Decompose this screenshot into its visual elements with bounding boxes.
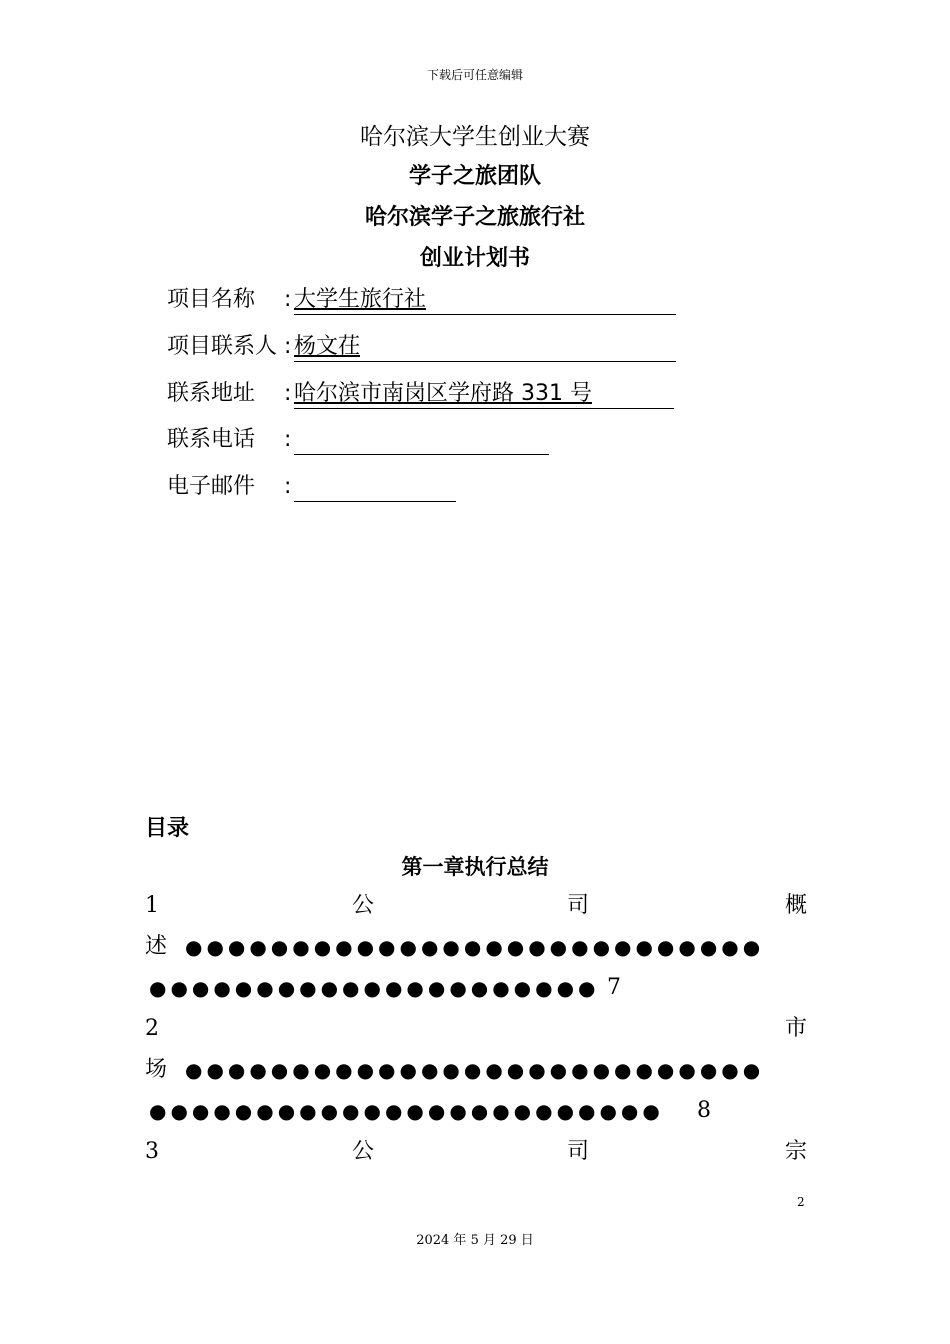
toc-chapter-heading: 第一章执行总结 bbox=[401, 855, 549, 879]
toc-entry-number: 2 bbox=[145, 1016, 159, 1041]
team-title: 学子之旅团队 bbox=[408, 164, 541, 189]
field-value bbox=[294, 471, 456, 502]
page-number: 2 bbox=[797, 1195, 805, 1209]
toc-entry-2-line2[interactable]: 场 ●●●●●●●●●●●●●●●●●●●●●●●●●●● bbox=[145, 1055, 807, 1085]
page-header: 下载后可任意编辑 bbox=[426, 68, 523, 82]
field-value bbox=[294, 424, 549, 455]
document-title: 创业计划书 bbox=[419, 246, 530, 271]
toc-leader-dots: ●●●●●●●●●●●●●●●●●●●●●●●●●●● bbox=[185, 1058, 765, 1082]
toc-entry-1-line1[interactable]: 1 公 司 概 bbox=[145, 891, 807, 921]
toc-entry-2-line3[interactable] bbox=[145, 1096, 807, 1126]
toc-title: 目录 bbox=[145, 816, 190, 841]
toc-entry-1-line3[interactable] bbox=[145, 973, 807, 1003]
field-project-name: 项目名称 : 大学生旅行社 bbox=[167, 284, 284, 316]
toc-entry-2-line1[interactable]: 2 市 bbox=[145, 1014, 807, 1044]
toc-leader-dots: ●●●●●●●●●●●●●●●●●●●●●●●● bbox=[149, 1099, 664, 1123]
field-email: 电子邮件 : bbox=[167, 471, 284, 503]
field-address: 联系地址 : 哈尔滨市南岗区学府路 331 号 bbox=[167, 378, 284, 410]
field-label: 项目联系人 bbox=[167, 334, 278, 359]
field-value: 杨文茌 bbox=[294, 331, 676, 362]
field-phone: 联系电话 : bbox=[167, 424, 284, 456]
company-title: 哈尔滨学子之旅旅行社 bbox=[364, 205, 585, 230]
toc-entry-1-line2[interactable]: 述 ●●●●●●●●●●●●●●●●●●●●●●●●●●● bbox=[145, 932, 807, 962]
toc-leader-dots: ●●●●●●●●●●●●●●●●●●●●● bbox=[149, 976, 600, 1000]
field-label: 项目名称 bbox=[167, 287, 256, 312]
toc-page-number: 8 bbox=[697, 1098, 711, 1123]
toc-entry-3-line1[interactable]: 3 公 司 宗 bbox=[145, 1137, 807, 1167]
competition-title: 哈尔滨大学生创业大赛 bbox=[360, 124, 590, 150]
field-value: 大学生旅行社 bbox=[294, 284, 676, 315]
footer-date: 2024 年 5 月 29 日 bbox=[416, 1233, 534, 1248]
toc-entry-number: 3 bbox=[145, 1139, 159, 1164]
field-label: 电子邮件 bbox=[167, 474, 256, 499]
toc-page-number: 7 bbox=[607, 975, 621, 1000]
field-label: 联系地址 bbox=[167, 381, 256, 406]
field-contact-person: 项目联系人 : 杨文茌 bbox=[167, 331, 284, 363]
toc-leader-dots: ●●●●●●●●●●●●●●●●●●●●●●●●●●● bbox=[185, 935, 765, 959]
toc-entry-number: 1 bbox=[145, 893, 159, 918]
field-label: 联系电话 bbox=[167, 427, 256, 452]
field-value: 哈尔滨市南岗区学府路 331 号 bbox=[294, 378, 674, 409]
